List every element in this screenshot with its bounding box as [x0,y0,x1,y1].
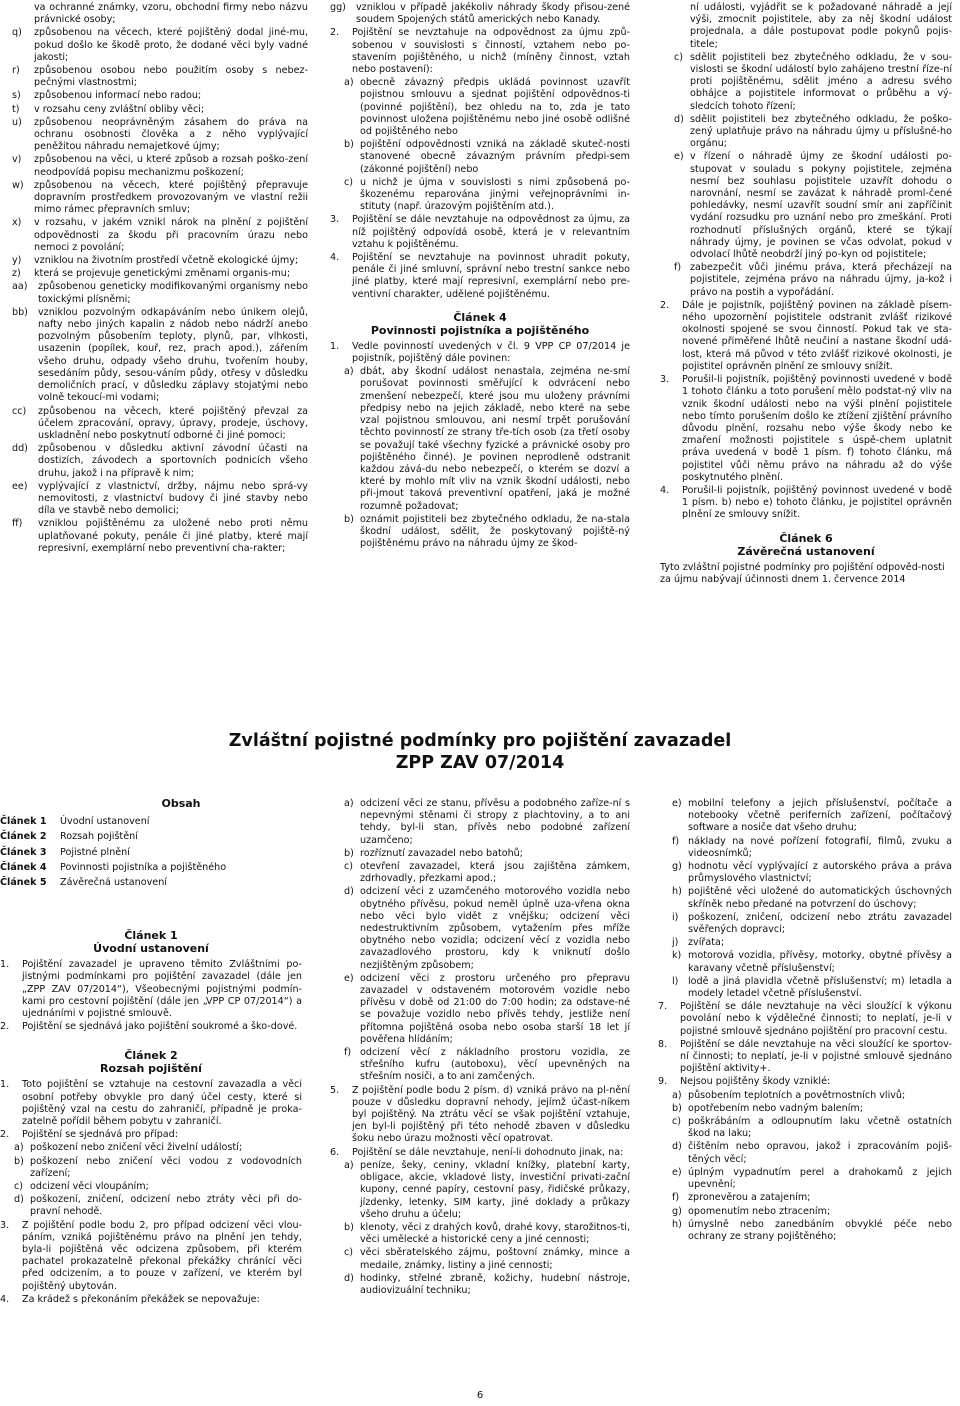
list-marker: a) [344,77,354,89]
list-marker: g) [672,1205,682,1217]
list-item [660,374,952,484]
list-marker: 1. [0,1079,10,1091]
list-marker: 4. [0,1293,10,1305]
list-text: poškození nebo zničení věci vodou z vodovodních zařízení; [30,1155,302,1179]
list-marker: 1. [330,340,340,352]
list-item [658,1090,952,1102]
list-marker: b) [344,1221,354,1233]
list-item [330,1247,630,1271]
list-marker: c) [14,1181,24,1193]
list-item [12,281,308,305]
list-item [0,1021,302,1033]
list-marker: u) [12,116,22,128]
list-text: pojištěné věci uložené do automatických úschovných skříněk nebo předané na potvrzení do úschovy; [688,886,952,910]
top-column-3 [660,2,952,587]
list-text: rozříznutí zavazadel nebo batohů; [360,847,523,859]
list-text: motorová vozidla, přívěsy, motorky, obytné přívěsy a karavany včetně příslušenství; [688,950,952,974]
list-item [330,798,630,847]
list-item [658,976,952,1000]
list-item [330,366,630,512]
bottom-column-1 [0,798,302,1307]
list-text: která se projevuje genetickými změnami organis-mu; [34,268,291,280]
list-marker: cc) [12,405,27,417]
list-item [330,252,630,301]
list-text: úmyslně nebo zanedbáním obvyklé péče nebo ochrany ze strany pojištěného; [688,1218,952,1242]
list-text: způsobenou na věci, u které způsob a rozsah poško-zení neodpovídá popisu mechanizmu poškození; [34,154,308,178]
list-marker: 3. [0,1219,10,1231]
list-text: v rozsahu ceny zvláštní obliby věci; [34,103,205,115]
toc-article-title: Pojistné plnění [60,846,130,858]
list-marker: f) [672,835,680,847]
list-marker: d) [14,1194,24,1206]
list-marker: q) [12,27,22,39]
list-item [330,1273,630,1297]
list-marker: e) [674,151,684,163]
list-text: Porušil-li pojistník, pojištěný povinnosti uvedené v bodě 1 tohoto článku a toto porušení mělo podstat-ný vliv na vznik škodní události nebo na výši plnění pojistitele nebo tímto porušením došlo ke ztížení zjištění právního důvodu plnění, rozsahu nebo výše škody nebo ke zmaření možnosti pojistitele s úspě-chem uplatnit práva uvedená v bodě 1 písm. f) tohoto článku, má pojistitel vůči němu právo na náhradu až do výše poskytnutého plnění. [682,374,952,483]
list-marker: 4. [660,484,670,496]
list-marker: f) [674,262,682,274]
list-marker [12,2,34,26]
list-text: poškození, zničení, odcizení nebo ztráty věci při do-pravní nehodě. [30,1194,302,1218]
list-text: Z pojištění podle bodu 2, pro případ odcizení věci vlou-páním, vzniká pojištěnému právo na plnění jen tehdy, byla-li pojištěná věc odcizena způsobem, při kterém pachatel prokazatelně překonal překážky chránící věci před odcizením, a to pouze v zařízení, ve kterém byl pojištěný ubytován. [22,1219,302,1292]
list-marker: d) [674,113,684,125]
list-item [12,406,308,443]
list-item [12,154,308,178]
list-text: poškození, zničení, odcizení nebo ztrátu zavazadel svěřených dopravci; [688,911,952,936]
list-item [330,1160,630,1221]
list-text: odcizení věci vloupáním; [30,1181,149,1193]
list-text: Pojištění se dále nevztahuje na odpovědnost za újmu, za níž pojištěný odpovídá osobě, která je v relevantním vztahu k pojištěnému. [352,214,630,250]
list-text: způsobenou na věcech, které pojištěný přepravuje dopravním prostředkem provozovaným ve vlastní režii mimo rámec přepravních smluv; [34,179,308,216]
list-item [0,1129,302,1141]
list-text: dbát, aby škodní událost nenastala, zejména ne-smí porušovat povinnosti směřující k odvrácení nebo zmenšení nebezpečí, které jsou mu uloženy právními předpisy nebo na jejich základě, nebo které na sebe vzal pojistnou smlouvou, ani nesmí trpět porušování těchto povinností ze strany tře-tích osob (za třetí osoby se považují také všechny fyzické a právnické osoby pro pojištěného činné). Je povinen neprodleně odstranit každou zává-du nebo nebezpečí, o kterém se dozví a které by mohlo mít vliv na vznik škodní události, nebo při-jmout taková preventivní opatření, jaká je možné rozumně požadovat; [360,366,630,512]
article-1-heading: Článek 1 Úvodní ustanovení [93,929,209,956]
list-text: peníze, šeky, ceniny, vkladní knížky, platební karty, obligace, akcie, vkladové listy, investiční privati-zační kupony, cenné papíry, cestovní pasy, řidičské průkazy, jízdenky, letenky, SIM karty, jiné doklady a průkazy všeho druhu a účelu; [360,1159,630,1220]
toc-article-title: Povinnosti pojistníka a pojištěného [60,861,227,873]
list-item [658,1116,952,1140]
list-marker: z) [12,268,21,280]
toc-article-number: Článek 4 [0,861,47,873]
list-text: Pojištění se sjednává pro případ: [22,1129,179,1141]
list-text: oznámit pojistiteli bez zbytečného odkladu, že na-stala škodní událost, sdělit, že poskytovaný pojiště-ný pojištěnému právo na náhradu újmy ze škod- [360,513,630,550]
list-marker: 1. [0,959,10,971]
list-text: odcizení věcí z nákladního prostoru vozidla, ze střešního kufru (autoboxu), věcí upevněných na střešním nosiči, a to ani zamčených. [360,1047,630,1083]
list-text: Pojištění se dále nevztahuje na věci sloužící k výkonu povolání nebo k výdělečné činnosti; to neplatí, je-li v pojistné smlouvě sjednáno pojištění pro pracovní cestu. [680,1001,952,1037]
main-title: Zvláštní pojistné podmínky pro pojištění zavazadel ZPP ZAV 07/2014 [228,731,732,773]
list-marker: 9. [658,1076,668,1088]
list-item [658,912,952,936]
page-number: 6 [476,1390,484,1401]
list-item [658,836,952,860]
toc-row [0,816,302,828]
list-item [658,1141,952,1165]
list-text: Porušil-li pojistník, pojištěný povinnost uvedené v bodě 1 písm. b) nebo e) tohoto článku, je pojistitel oprávněn plnění ze smlouvy snížit. [682,484,952,521]
list-marker: 2. [0,1021,10,1033]
list-marker: 2. [330,27,340,39]
list-item [0,959,302,1020]
list-item [658,1039,952,1076]
list-marker: aa) [12,281,28,293]
list-text: obecně závazný předpis ukládá povinnost uzavřít pojistnou smlouvu a sjednat pojištění odpovědnos-ti (povinné pojištění), bez ohledu na to, zda je tato povinnost uložena pojištěnému nebo jiné osobě odlišné od pojištěného nebo [360,77,630,138]
list-marker: h) [672,1218,682,1230]
list-text: odcizení věci z prostoru určeného pro přepravu zavazadel v odstaveném motorovém vozidle nebo přívěsu v době od 21:00 do 7:00 hodin; za odstave-né se považuje vozidlo nebo přívěs tehdy, jestliže není přítomna pojištěná osoba nebo osoba starší 18 let jí pověřena hlídáním; [360,972,630,1045]
list-item [330,139,630,176]
list-marker: k) [672,950,682,962]
list-item [330,848,630,860]
list-item [330,861,630,885]
list-item [658,1192,952,1204]
list-item [330,1085,630,1146]
list-item [0,1142,302,1154]
list-marker: v) [12,154,22,166]
list-item [658,937,952,949]
list-text: Pojištění se nevztahuje na odpovědnost za újmu způ-sobenou v souvislosti s činností, vztahem nebo po-stavením pojištěného, u nichž (míněny činnost, vztah nebo postavení): [352,27,630,76]
list-text: Pojištění se nevztahuje na povinnost uhradit pokuty, penále či jiné smluvní, správní nebo trestní sankce nebo jiné platby, které mají represivní, exemplární nebo pre-ventivní charakter, udělené pojištěnému. [352,252,630,300]
list-text: Pojištění se sjednává jako pojištění soukromé a ško-dové. [22,1021,298,1033]
list-text: Dále je pojistník, pojištěný povinen na základě písem-ného upozornění pojistitele odstranit zvlášť rizikové okolnosti spojené se svou činností. Pokud tak ve sta-novené přiměřené lhůtě neučiní a nastane škodní udá-lost, která má původ v této zvlášť rizikové okolnosti, je pojistitel oprávněn plnění ze smlouvy snížit. [682,299,952,372]
list-marker: 6. [330,1146,340,1158]
list-marker: b) [344,513,354,525]
list-text: způsobenou osobou nebo použitím osoby s nebez-pečnými vlastnostmi; [34,65,308,89]
list-marker: f) [672,1192,680,1204]
list-text: Pojištění se dále nevztahuje na věci sloužící ke sportov-ní činnosti; to neplatí, je-li v pojistné smlouvě sjednáno pojištění aktivity+. [680,1038,952,1075]
list-item [330,177,630,214]
list-item [330,886,630,971]
list-item [12,481,308,518]
list-marker: 7. [658,1001,668,1013]
list-item [12,268,308,280]
list-text: v rozsahu, v jakém vznikl nárok na plnění z pojištění odpovědnosti za škodu při pracovním úrazu nebo nemoci z povolání; [34,217,308,253]
list-marker: 5. [330,1084,340,1096]
list-text: Toto pojištění se vztahuje na cestovní zavazadla a věci osobní potřeby obvykle pro daný účel cesty, které si pojištěný vzal na cestu do zahraničí, případně je proka-zatelně pořídil během pobytu v zahraničí. [22,1079,302,1128]
list-item [658,798,952,835]
list-text: zabezpečit vůči jinému práva, která přecházejí na pojistitele, zejména právo na náhradu újmy, ja-kož i právo na postih a vypořádání. [690,262,952,298]
toc-title: Obsah [161,797,201,810]
top-column-1 [12,2,308,556]
toc-row [0,877,302,889]
list-marker: 4. [330,252,340,264]
list-marker: b) [672,1102,682,1114]
list-text: Nejsou pojištěny škody vzniklé: [680,1076,831,1088]
list-text: hodnotu věcí vyplývající z autorského práva a práva průmyslového vlastnictví; [688,861,952,885]
list-item [330,1047,630,1084]
list-item [660,151,952,261]
list-text: způsobenou geneticky modifikovanými organismy nebo toxickými plísněmi; [38,281,308,305]
list-marker: g) [672,861,682,873]
list-item [658,1076,952,1088]
list-text: mobilní telefony a jejich příslušenství, počítače a notebooky včetně periferních zařízení, počítačový software a nosiče dat všeho druhu; [688,798,952,834]
toc-article-number: Článek 5 [0,877,47,889]
list-marker: c) [344,176,354,188]
list-text: va ochranné známky, vzoru, obchodní firmy nebo názvu právnické osoby; [34,2,308,26]
list-item [658,1206,952,1218]
list-marker: h) [672,886,682,898]
list-marker: ee) [12,480,28,492]
list-item [12,307,308,405]
list-item [12,180,308,217]
list-marker: b) [344,847,354,859]
list-item [660,262,952,299]
list-item [0,1156,302,1180]
list-text: způsobenou neoprávněným zásahem do práva na ochranu osobnosti člověka a z něho vyplývající peněžitou náhradu nemajetkové újmy; [34,116,308,153]
toc-article-number: Článek 3 [0,846,47,858]
toc-article-number: Článek 1 [0,816,47,828]
table-of-contents [0,798,302,889]
list-item [658,1103,952,1115]
list-item [12,443,308,480]
list-item [660,114,952,151]
list-item [330,973,630,1046]
list-marker: c) [674,51,684,63]
list-text: způsobenou v důsledku aktivní závodní účasti na dostizích, závodech a sportovních podnicích všeho druhu, jakož i na přípravě k nim; [38,443,308,479]
list-marker: 3. [330,214,340,226]
list-text: Pojištění zavazadel je upraveno těmito Zvláštními po-jistnými podmínkami pro pojištění zavazadel (dále jen „ZPP ZAV 07/2014“), Všeobecnými pojistnými podmín-kami pro cestovní pojištění (dále jen „VPP CP 07/2014“) a ujednáními v pojistné smlouvě. [22,959,302,1020]
list-item [330,1222,630,1246]
list-marker: i) [672,911,679,923]
article-2-heading: Článek 2 Rozsah pojištění [100,1049,202,1076]
list-text: čištěním nebo opravou, jakož i zpracováním pojiš-těných věcí; [688,1141,952,1165]
list-text: zvířata; [688,937,725,949]
list-marker: ff) [12,518,23,530]
list-marker: b) [14,1155,24,1167]
toc-row [0,847,302,859]
list-marker: d) [344,1272,354,1284]
list-marker: w) [12,179,24,191]
list-text: věci sběratelského zájmu, poštovní známky, mince a medaile, známky, listiny a jiné cennosti; [360,1247,630,1271]
toc-row [0,831,302,843]
list-marker: s) [12,90,21,102]
list-marker: t) [12,103,20,115]
article-4-heading: Článek 4 Povinnosti pojistníka a pojištěného [370,310,590,337]
list-marker: r) [12,65,20,77]
list-text: způsobenou na věcech, které pojištěný převzal za účelem zpracování, opravy, úpravy, prodeje, úschovy, uskladnění nebo poskytnutí odborné či jiné pomoci; [38,405,308,441]
list-item [658,886,952,910]
list-text: u nichž je újma v souvislosti s nimi způsobená po-škozenému reparována jinými veřejnoprávními in-stituty (např. úrazovým pojištěním atd.). [360,176,630,213]
list-item [0,1194,302,1218]
list-text: pojištění odpovědnosti vzniká na základě skuteč-nosti stanovené obecně závazným právním předpi-sem (zákonné pojištění) nebo [360,139,630,175]
list-marker: 2. [660,299,670,311]
list-marker: a) [344,366,354,378]
list-text: poškození nebo zničení věci živelní událostí; [30,1142,243,1154]
list-marker: a) [672,1089,682,1101]
list-marker: dd) [12,443,28,455]
list-item [658,1167,952,1191]
list-marker: bb) [12,306,28,318]
list-marker: a) [344,1159,354,1171]
list-marker: j) [672,937,679,949]
list-item [0,1220,302,1293]
toc-article-title: Závěrečná ustanovení [60,877,167,889]
article-6-heading: Článek 6 Závěrečná ustanovení [737,531,875,558]
list-item [0,1181,302,1193]
top-column-2 [330,2,630,551]
list-text: odcizení věci ze stanu, přívěsu a podobného zaříze-ní s nepevnými stěnami či stropy z plachtoviny, a to ani tehdy, byl-li stan, přívěs nebo podobné zařízení uzamčeno; [360,798,630,846]
list-marker: c) [344,861,354,873]
list-item [12,90,308,102]
toc-article-title: Rozsah pojištění [60,831,138,843]
list-item [0,1294,302,1306]
list-item [658,1219,952,1243]
list-marker: e) [672,1166,682,1178]
list-marker: b) [344,139,354,151]
list-item [330,1147,630,1159]
list-marker: a) [14,1142,24,1154]
list-text: poškrábáním a odloupnutím laku včetně ostatních škod na laku; [688,1116,952,1140]
list-text: sdělit pojistiteli bez zbytečného odkladu, že poško-zený uplatňuje právo na náhradu újmy u příslušné-ho orgánu; [690,113,952,150]
list-marker: x) [12,217,22,229]
list-item [330,214,630,251]
list-marker: 8. [658,1038,668,1050]
list-marker: gg) [330,2,346,13]
list-text: působením teplotních a povětrnostních vlivů; [688,1089,906,1101]
list-marker: f) [344,1047,352,1059]
bottom-column-3 [658,798,952,1244]
list-text: vzniklou na životním prostředí včetně ekologické újmy; [34,255,299,267]
list-text: způsobenou informací nebo radou; [34,90,202,102]
toc-article-title: Úvodní ustanovení [60,816,150,828]
list-marker: d) [672,1141,682,1153]
list-item [330,27,630,76]
list-item [658,861,952,885]
list-item [12,518,308,555]
list-text: náklady na nové pořízení fotografií, filmů, zvuku a videosnímků; [688,835,952,859]
list-text: Z pojištění podle bodu 2 písm. d) vzniká právo na pl-nění pouze v důsledku dopravní nehody, jejímž účast-níkem byl pojištěný. Na ztrátu věcí se však pojištění vztahuje, jen byl-li pojištěný při této nehodě zbaven v důsledku šoku nebo úrazu možnosti věcí opatrovat. [352,1084,630,1145]
list-text: vzniklou pojištěnému za uložené nebo proti němu uplatňované pokuty, penále či jiné platby, které mají represivní, exemplární nebo preventivní cha-rakter; [38,518,308,554]
list-item [660,485,952,522]
bottom-column-2 [330,798,630,1298]
list-text: úplným vypadnutím perel a drahokamů z jejich upevnění; [688,1166,952,1191]
list-text: sdělit pojistiteli bez zbytečného odkladu, že v sou-vislosti se škodní událostí bylo zahájeno trestní říze-ní proti pojištěnému, sdělit jméno a adresu svého obhájce a pojistitele informovat o průběhu a vý-sledcích tohoto řízení; [690,51,952,112]
list-marker: a) [344,798,354,809]
list-text: ní události, vyjádřit se k požadované náhradě a její výši, zmocnit pojistitele, aby za něj škodní událost projednala, a dále postupovat podle pokynů pojis-titele; [690,2,952,50]
list-item [660,300,952,373]
list-marker: y) [12,255,22,267]
list-marker: 2. [0,1129,10,1141]
list-text: vzniklou v případě jakékoliv náhrady škody přisou-zené soudem Spojených států amerických nebo Kanady. [356,2,630,26]
list-item [12,217,308,254]
list-item [12,255,308,267]
list-marker: c) [672,1116,682,1128]
list-marker: 3. [660,374,670,386]
list-item [660,52,952,113]
list-marker: e) [672,798,682,809]
list-item [330,77,630,138]
list-marker [674,2,690,51]
list-text: lodě a jiná plavidla včetně příslušenství; m) letadla a modely letadel včetně příslušenství. [688,975,952,1000]
list-item [12,104,308,116]
list-text: vyplývající z vlastnictví, držby, nájmu nebo sprá-vy nemovitosti, z vlastnictví budovy či jiné stavby nebo díla ve stavbě nebo demolici; [38,480,308,517]
list-item [12,2,308,26]
list-marker: l) [672,975,679,987]
list-text: Pojištění se dále nevztahuje, není-li dohodnuto jinak, na: [352,1146,624,1158]
list-text: zpronevěrou a zatajením; [688,1192,811,1204]
list-marker: e) [344,972,354,984]
list-text: vzniklou pozvolným odkapáváním nebo únikem olejů, nafty nebo jiných kapalin z nádob nebo nádrží anebo pozvolným působením teploty, plynů, par, vlhkosti, usazenin (popílek, kouř, rez, prach apod.), zářením všeho druhu, odpady všeho druhu, tvořením houby, sesedáním půdy, sesou-váním půdy, otřesy v důsledku demoličních prací, v důsledku záplavy stojatými nebo volně tekoucí-mi vodami; [38,306,308,404]
list-marker: c) [344,1247,354,1259]
list-marker: d) [344,886,354,898]
list-text: Za krádež s překonáním překážek se nepovažuje: [22,1293,260,1305]
list-item [660,2,952,51]
list-text: otevření zavazadel, která jsou zajištěna zámkem, zdrhovadly, přezkami apod.; [360,861,630,885]
toc-article-number: Článek 2 [0,831,47,843]
list-item [658,950,952,974]
list-text: klenoty, věci z drahých kovů, drahé kovy, starožitnos-ti, věci umělecké a historické ceny a jiné cennosti; [360,1221,630,1246]
list-item [0,1079,302,1128]
list-item [658,1001,952,1038]
list-text: hodinky, střelné zbraně, kožichy, hudební nástroje, audiovizuální techniku; [360,1272,630,1296]
list-text: opomenutím nebo ztracením; [688,1205,831,1217]
toc-row [0,862,302,874]
list-text: v řízení o náhradě újmy ze škodní události po-stupovat v souladu s pokyny pojistitele, zejména nesmí bez souhlasu pojistitele uzavřít dohodu o narovnání, nesmí se zavázat k náhradě proml-čené pohledávky, nesmí uzavřít soudní smír ani zapříčinit vydání rozsudku pro uznání nebo pro zmeškání. Proti rozhodnutí příslušných orgánů, které se týkají náhrady újmy, je povinen se včas odvolat, pokud v odvolací lhůtě neobdrží jiný po-kyn od pojistitele; [690,151,952,261]
list-text: odcizení věci z uzamčeného motorového vozidla nebo obytného přívěsu, pokud neměl úplně uza-vřena okna nebo věci bylo vidět z vnějšku; odcizení věci nedestruktivním způsobem, vytažením přes mříže obytného nebo vozidla; odcizení věcí z vozidla nebo zavazadlového prostoru, kdy k vniknutí došlo nezjištěným způsobem; [360,886,630,971]
list-text: opotřebením nebo vadným balením; [688,1102,864,1114]
final-clause: Tyto zvláštní pojistné podmínky pro pojištění odpověd-nosti za újmu nabývají účinnosti dnem 1. července 2014 [660,561,945,585]
list-text: způsobenou na věcech, které pojištěný dodal jiné-mu, pokud došlo ke škodě proto, že dodané věci byly vadné jakosti; [34,27,308,63]
list-item [12,65,308,89]
list-item [12,27,308,64]
list-text: Vedle povinností uvedených v čl. 9 VPP CP 07/2014 je pojistník, pojištěný dále povinen: [352,340,630,365]
list-item [330,2,630,26]
list-item [12,117,308,154]
list-item [330,341,630,365]
list-item [330,514,630,551]
